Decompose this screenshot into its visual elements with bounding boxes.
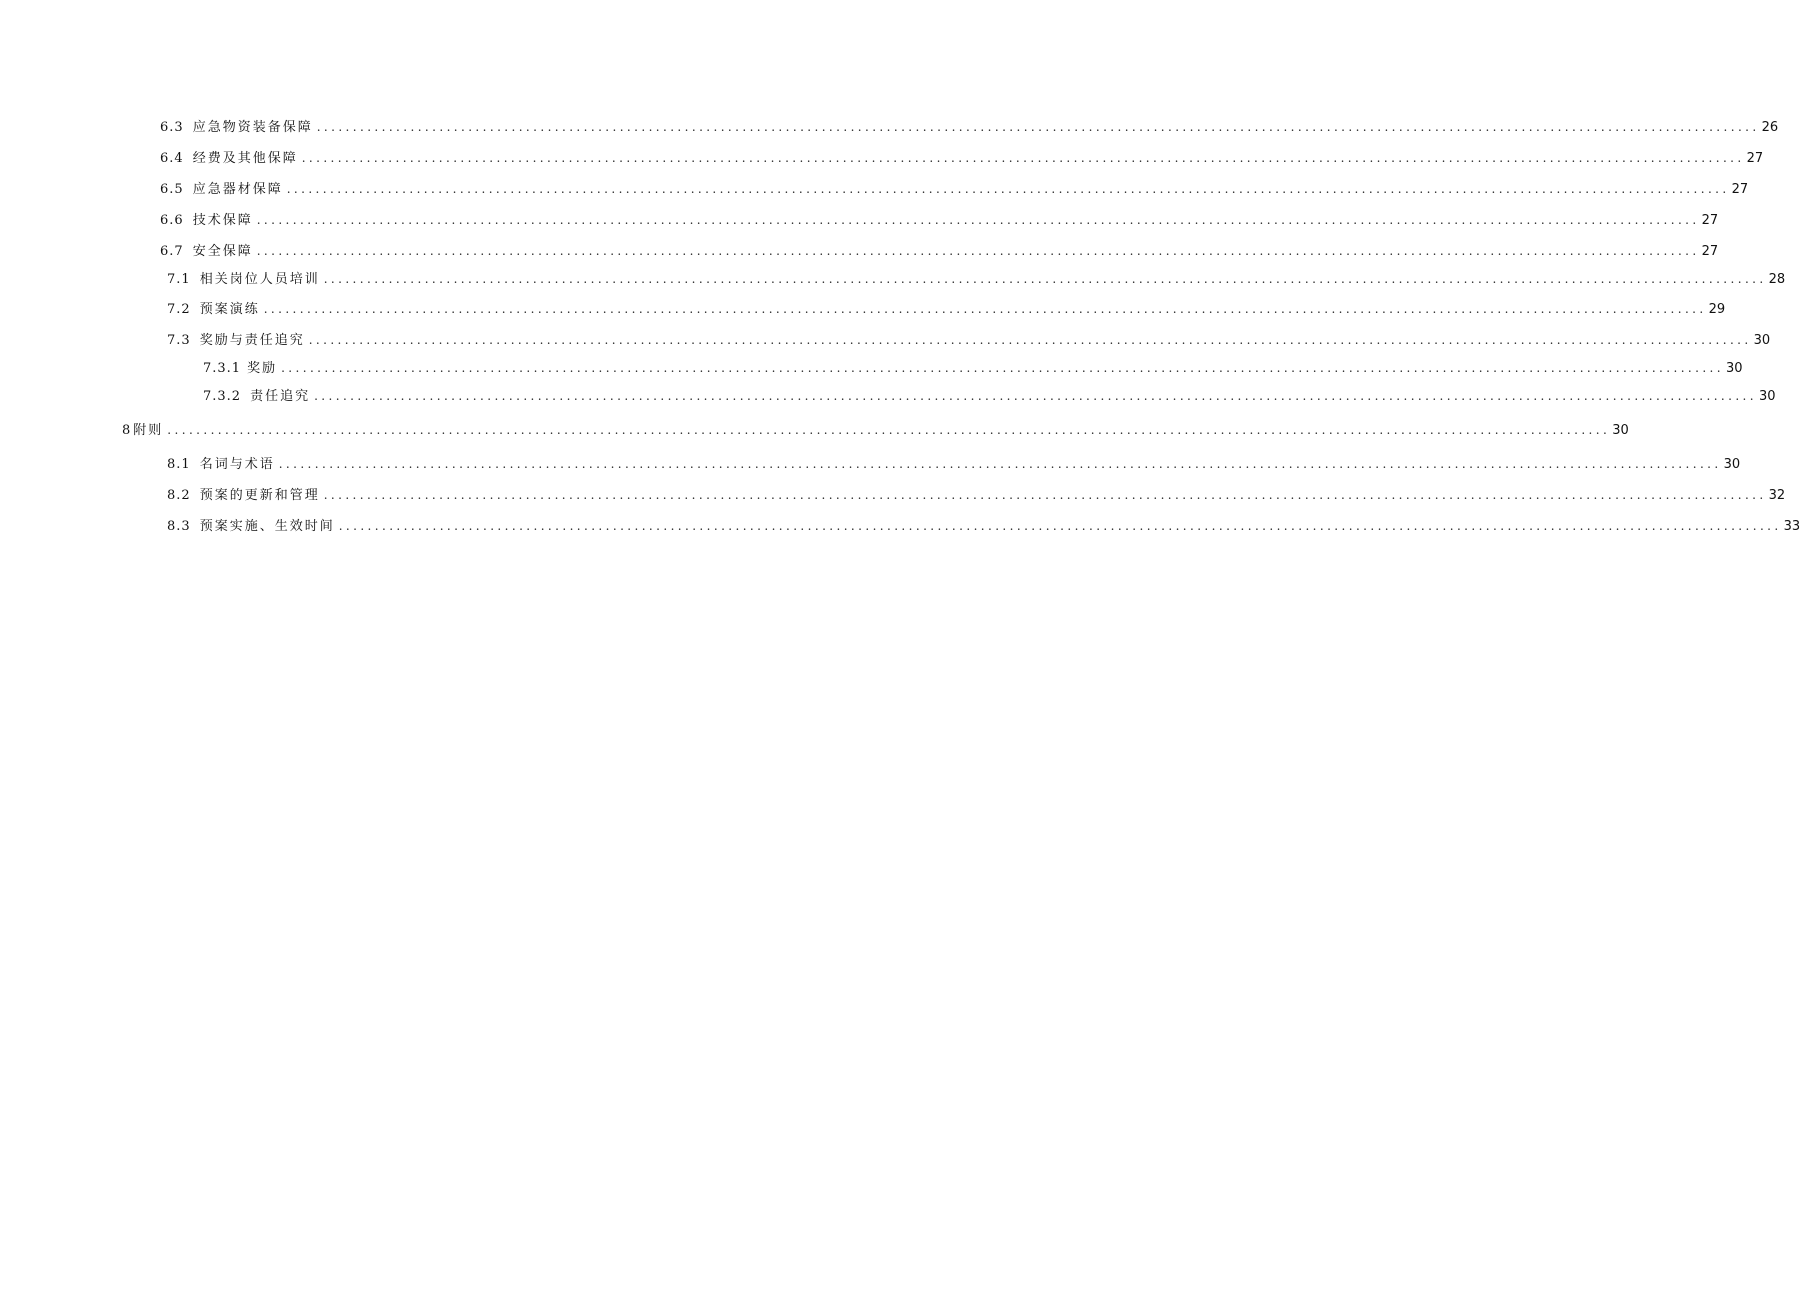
toc-entry[interactable] [160,211,1719,230]
toc-entry-page: 32 [1768,488,1786,503]
toc-entry-title: 应急器材保障 [192,182,283,197]
toc-entry-number: 8.3 [167,519,191,534]
dot-leader: ........................................................................................................................................................................................................ [323,488,1767,502]
toc-entry[interactable] [160,118,1779,137]
toc-entry-number: 7.3 [167,333,191,348]
dot-leader: ........................................................................................................................................................................................................ [301,151,1745,165]
toc-entry-title: 经费及其他保障 [192,151,298,166]
toc-entry-page: 26 [1761,120,1779,135]
toc-entry-title: 应急物资装备保障 [192,120,313,135]
dot-leader: ........................................................................................................................................................................................................ [314,389,1757,403]
dot-leader: ........................................................................................................................................................................................................ [338,519,1782,533]
toc-entry-number: 6.6 [160,213,184,228]
toc-entry-title: 责任追究 [250,389,311,404]
toc-entry-number: 8.2 [167,488,191,503]
toc-entry-number: 6.7 [160,244,184,259]
toc-entry[interactable] [122,421,1629,440]
toc-entry[interactable] [167,517,1800,536]
dot-leader: ........................................................................................................................................................................................................ [256,213,1700,227]
toc-entry-page: 29 [1708,302,1726,317]
toc-entry-number: 8 [122,423,132,438]
toc-entry-title: 奖励 [247,361,278,376]
toc-entry-page: 30 [1753,333,1771,348]
dot-leader: ........................................................................................................................................................................................................ [323,272,1767,286]
toc-entry-title: 相关岗位人员培训 [199,272,320,287]
dot-leader: ........................................................................................................................................................................................................ [263,302,1707,316]
toc-entry-number: 7.2 [167,302,191,317]
toc-entry[interactable] [167,331,1771,350]
toc-entry-number: 8.1 [167,457,191,472]
toc-entry[interactable] [160,149,1764,168]
dot-leader: ........................................................................................................................................................................................................ [256,244,1700,258]
toc-entry[interactable] [203,387,1776,406]
toc-entry-title: 预案演练 [199,302,260,317]
toc-entry-title: 安全保障 [192,244,253,259]
toc-entry-page: 28 [1768,272,1786,287]
toc-entry-number: 6.3 [160,120,184,135]
toc-entry[interactable] [160,242,1719,261]
toc-entry-title: 预案的更新和管理 [199,488,320,503]
dot-leader: ........................................................................................................................................................................................................ [316,120,1760,134]
toc-entry-number: 6.5 [160,182,184,197]
toc-entry-page: 30 [1725,361,1743,376]
toc-entry[interactable] [203,359,1743,378]
toc-entry-title: 附则 [133,423,164,438]
toc-entry-title: 名词与术语 [199,457,275,472]
toc-entry-number: 6.4 [160,151,184,166]
toc-entry-page: 30 [1723,457,1741,472]
toc-entry[interactable] [167,270,1786,289]
dot-leader: ........................................................................................................................................................................................................ [308,333,1752,347]
dot-leader: ........................................................................................................................................................................................................ [286,182,1730,196]
toc-entry-title: 技术保障 [192,213,253,228]
toc-entry-page: 27 [1701,213,1719,228]
toc-entry[interactable] [160,180,1749,199]
toc-entry-page: 27 [1731,182,1749,197]
toc-entry-number: 7.3.2 [203,389,242,404]
toc-entry-page: 33 [1783,519,1800,534]
toc-entry[interactable] [167,455,1741,474]
toc-entry-page: 27 [1701,244,1719,259]
dot-leader: ........................................................................................................................................................................................................ [167,423,1611,437]
toc-entry-number: 7.1 [167,272,191,287]
toc-entry[interactable] [167,300,1726,319]
toc-entry-page: 30 [1612,423,1629,438]
toc-entry-number: 7.3.1 [203,361,242,376]
dot-leader: ........................................................................................................................................................................................................ [278,457,1722,471]
toc-entry-page: 30 [1758,389,1776,404]
toc-entry-title: 预案实施、生效时间 [199,519,335,534]
toc-entry[interactable] [167,486,1786,505]
toc-entry-page: 27 [1746,151,1764,166]
toc-entry-title: 奖励与责任追究 [199,333,305,348]
dot-leader: ........................................................................................................................................................................................................ [281,361,1724,375]
